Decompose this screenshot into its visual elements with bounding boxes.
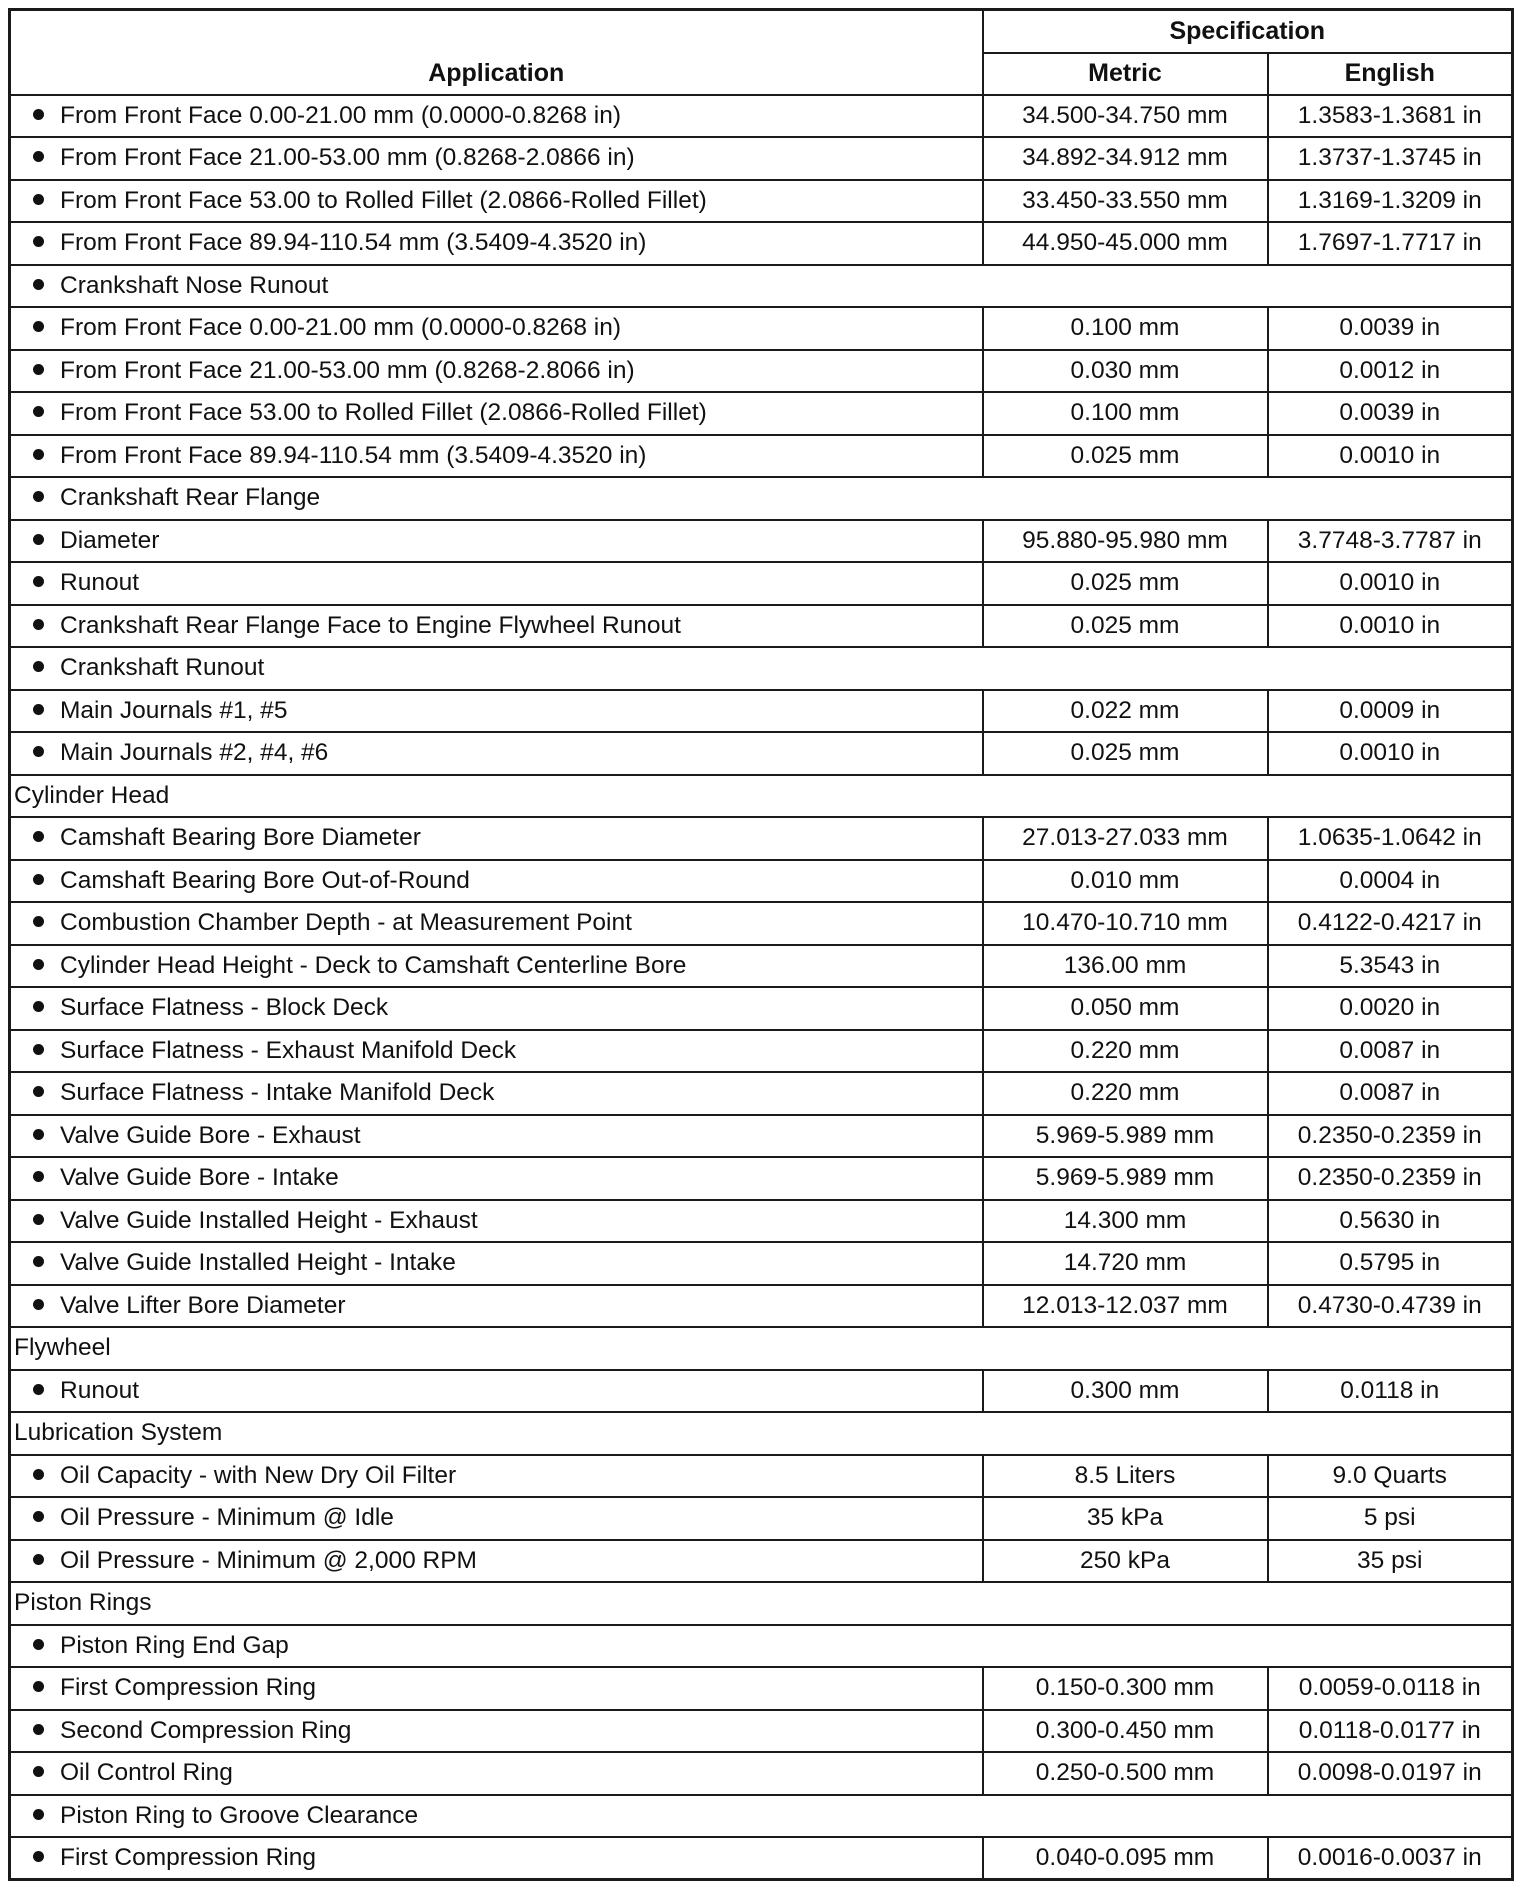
application-cell: Oil Control Ring	[10, 1752, 983, 1795]
english-cell: 0.0039 in	[1268, 307, 1513, 350]
metric-cell: 0.100 mm	[983, 392, 1268, 435]
english-cell: 0.4730-0.4739 in	[1268, 1285, 1513, 1328]
group-heading: Piston Ring to Groove Clearance	[10, 1795, 1513, 1838]
application-cell: Runout	[10, 562, 983, 605]
metric-cell: 33.450-33.550 mm	[983, 180, 1268, 223]
group-row	[10, 477, 1513, 520]
application-cell: Surface Flatness - Exhaust Manifold Deck	[10, 1030, 983, 1073]
section-row	[10, 1327, 1513, 1370]
application-cell: Valve Guide Installed Height - Exhaust	[10, 1200, 983, 1243]
table-row	[10, 95, 1513, 138]
application-cell: Oil Pressure - Minimum @ Idle	[10, 1497, 983, 1540]
metric-cell: 250 kPa	[983, 1540, 1268, 1583]
english-cell: 0.5795 in	[1268, 1242, 1513, 1285]
table-row	[10, 180, 1513, 223]
table-row	[10, 562, 1513, 605]
english-cell: 9.0 Quarts	[1268, 1455, 1513, 1498]
application-cell: From Front Face 89.94-110.54 mm (3.5409-4.3520 in)	[10, 222, 983, 265]
metric-cell: 136.00 mm	[983, 945, 1268, 988]
application-cell: First Compression Ring	[10, 1837, 983, 1880]
metric-cell: 14.300 mm	[983, 1200, 1268, 1243]
table-row	[10, 1285, 1513, 1328]
section-row	[10, 1582, 1513, 1625]
table-row	[10, 435, 1513, 478]
metric-cell: 0.025 mm	[983, 435, 1268, 478]
table-row	[10, 392, 1513, 435]
table-body	[10, 95, 1513, 1880]
application-cell: Combustion Chamber Depth - at Measurement Point	[10, 902, 983, 945]
application-cell: From Front Face 21.00-53.00 mm (0.8268-2.8066 in)	[10, 350, 983, 393]
metric-cell: 34.892-34.912 mm	[983, 137, 1268, 180]
english-cell: 0.0039 in	[1268, 392, 1513, 435]
metric-cell: 95.880-95.980 mm	[983, 520, 1268, 563]
group-row	[10, 647, 1513, 690]
application-cell: Crankshaft Rear Flange Face to Engine Flywheel Runout	[10, 605, 983, 648]
english-cell: 1.3737-1.3745 in	[1268, 137, 1513, 180]
english-cell: 0.0087 in	[1268, 1072, 1513, 1115]
metric-cell: 0.300-0.450 mm	[983, 1710, 1268, 1753]
metric-cell: 10.470-10.710 mm	[983, 902, 1268, 945]
section-heading: Cylinder Head	[10, 775, 1513, 818]
specification-table	[8, 8, 1514, 1881]
english-cell: 0.4122-0.4217 in	[1268, 902, 1513, 945]
metric-cell: 35 kPa	[983, 1497, 1268, 1540]
application-cell: Main Journals #1, #5	[10, 690, 983, 733]
application-cell: Valve Guide Installed Height - Intake	[10, 1242, 983, 1285]
application-cell: Cylinder Head Height - Deck to Camshaft Centerline Bore	[10, 945, 983, 988]
application-cell: First Compression Ring	[10, 1667, 983, 1710]
english-cell: 0.0010 in	[1268, 435, 1513, 478]
metric-header: Metric	[983, 53, 1268, 95]
metric-cell: 44.950-45.000 mm	[983, 222, 1268, 265]
table-row	[10, 902, 1513, 945]
table-row	[10, 1710, 1513, 1753]
metric-cell: 0.022 mm	[983, 690, 1268, 733]
english-cell: 1.3169-1.3209 in	[1268, 180, 1513, 223]
english-cell: 0.0010 in	[1268, 562, 1513, 605]
metric-cell: 0.220 mm	[983, 1030, 1268, 1073]
table-row	[10, 945, 1513, 988]
application-cell: Diameter	[10, 520, 983, 563]
table-row	[10, 1030, 1513, 1073]
metric-cell: 0.250-0.500 mm	[983, 1752, 1268, 1795]
english-cell: 0.0059-0.0118 in	[1268, 1667, 1513, 1710]
section-heading: Flywheel	[10, 1327, 1513, 1370]
application-cell: From Front Face 53.00 to Rolled Fillet (2.0866-Rolled Fillet)	[10, 180, 983, 223]
table-row	[10, 987, 1513, 1030]
english-cell: 0.0004 in	[1268, 860, 1513, 903]
english-cell: 0.2350-0.2359 in	[1268, 1157, 1513, 1200]
english-cell: 0.0010 in	[1268, 732, 1513, 775]
table-row	[10, 1667, 1513, 1710]
group-heading: Crankshaft Runout	[10, 647, 1513, 690]
metric-cell: 0.025 mm	[983, 605, 1268, 648]
section-row	[10, 775, 1513, 818]
group-heading: Piston Ring End Gap	[10, 1625, 1513, 1668]
specification-header: Specification	[983, 10, 1513, 53]
english-cell: 3.7748-3.7787 in	[1268, 520, 1513, 563]
metric-cell: 0.100 mm	[983, 307, 1268, 350]
metric-cell: 0.150-0.300 mm	[983, 1667, 1268, 1710]
table-row	[10, 307, 1513, 350]
table-row	[10, 817, 1513, 860]
english-cell: 0.0118-0.0177 in	[1268, 1710, 1513, 1753]
table-row	[10, 520, 1513, 563]
application-cell: Second Compression Ring	[10, 1710, 983, 1753]
english-cell: 1.3583-1.3681 in	[1268, 95, 1513, 138]
application-cell: Valve Guide Bore - Intake	[10, 1157, 983, 1200]
metric-cell: 12.013-12.037 mm	[983, 1285, 1268, 1328]
table-row	[10, 1540, 1513, 1583]
application-cell: Oil Pressure - Minimum @ 2,000 RPM	[10, 1540, 983, 1583]
table-row	[10, 1200, 1513, 1243]
metric-cell: 0.040-0.095 mm	[983, 1837, 1268, 1880]
application-cell: Valve Guide Bore - Exhaust	[10, 1115, 983, 1158]
table-row	[10, 860, 1513, 903]
english-cell: 0.0009 in	[1268, 690, 1513, 733]
metric-cell: 0.300 mm	[983, 1370, 1268, 1413]
application-cell: Camshaft Bearing Bore Diameter	[10, 817, 983, 860]
english-cell: 1.0635-1.0642 in	[1268, 817, 1513, 860]
metric-cell: 0.220 mm	[983, 1072, 1268, 1115]
group-row	[10, 1795, 1513, 1838]
application-cell: Oil Capacity - with New Dry Oil Filter	[10, 1455, 983, 1498]
application-cell: From Front Face 89.94-110.54 mm (3.5409-4.3520 in)	[10, 435, 983, 478]
metric-cell: 27.013-27.033 mm	[983, 817, 1268, 860]
table-row	[10, 1752, 1513, 1795]
application-cell: From Front Face 53.00 to Rolled Fillet (2.0866-Rolled Fillet)	[10, 392, 983, 435]
metric-cell: 0.050 mm	[983, 987, 1268, 1030]
metric-cell: 5.969-5.989 mm	[983, 1157, 1268, 1200]
english-cell: 0.2350-0.2359 in	[1268, 1115, 1513, 1158]
metric-cell: 0.025 mm	[983, 732, 1268, 775]
application-header: Application	[10, 10, 983, 95]
table-row	[10, 1497, 1513, 1540]
application-cell: Camshaft Bearing Bore Out-of-Round	[10, 860, 983, 903]
application-cell: From Front Face 0.00-21.00 mm (0.0000-0.8268 in)	[10, 307, 983, 350]
metric-cell: 5.969-5.989 mm	[983, 1115, 1268, 1158]
group-heading: Crankshaft Rear Flange	[10, 477, 1513, 520]
english-cell: 0.0020 in	[1268, 987, 1513, 1030]
section-heading: Lubrication System	[10, 1412, 1513, 1455]
english-cell: 0.0118 in	[1268, 1370, 1513, 1413]
application-cell: Main Journals #2, #4, #6	[10, 732, 983, 775]
metric-cell: 0.010 mm	[983, 860, 1268, 903]
table-row	[10, 1115, 1513, 1158]
application-cell: Surface Flatness - Intake Manifold Deck	[10, 1072, 983, 1115]
metric-cell: 8.5 Liters	[983, 1455, 1268, 1498]
group-row	[10, 265, 1513, 308]
application-cell: Valve Lifter Bore Diameter	[10, 1285, 983, 1328]
group-row	[10, 1625, 1513, 1668]
table-row	[10, 605, 1513, 648]
application-cell: From Front Face 21.00-53.00 mm (0.8268-2.0866 in)	[10, 137, 983, 180]
table-row	[10, 137, 1513, 180]
section-row	[10, 1412, 1513, 1455]
table-row	[10, 1837, 1513, 1880]
table-row	[10, 1072, 1513, 1115]
english-cell: 0.0012 in	[1268, 350, 1513, 393]
english-header: English	[1268, 53, 1513, 95]
english-cell: 5 psi	[1268, 1497, 1513, 1540]
application-cell: Runout	[10, 1370, 983, 1413]
english-cell: 35 psi	[1268, 1540, 1513, 1583]
metric-cell: 34.500-34.750 mm	[983, 95, 1268, 138]
table-row	[10, 1157, 1513, 1200]
application-cell: Surface Flatness - Block Deck	[10, 987, 983, 1030]
metric-cell: 0.030 mm	[983, 350, 1268, 393]
english-cell: 5.3543 in	[1268, 945, 1513, 988]
table-row	[10, 222, 1513, 265]
metric-cell: 14.720 mm	[983, 1242, 1268, 1285]
table-row	[10, 350, 1513, 393]
english-cell: 0.0010 in	[1268, 605, 1513, 648]
english-cell: 1.7697-1.7717 in	[1268, 222, 1513, 265]
table-row	[10, 1242, 1513, 1285]
table-row	[10, 732, 1513, 775]
english-cell: 0.5630 in	[1268, 1200, 1513, 1243]
group-heading: Crankshaft Nose Runout	[10, 265, 1513, 308]
metric-cell: 0.025 mm	[983, 562, 1268, 605]
table-row	[10, 1455, 1513, 1498]
application-cell: From Front Face 0.00-21.00 mm (0.0000-0.8268 in)	[10, 95, 983, 138]
table-row	[10, 690, 1513, 733]
header-row-top	[10, 10, 1513, 53]
section-heading: Piston Rings	[10, 1582, 1513, 1625]
table-row	[10, 1370, 1513, 1413]
english-cell: 0.0016-0.0037 in	[1268, 1837, 1513, 1880]
english-cell: 0.0087 in	[1268, 1030, 1513, 1073]
english-cell: 0.0098-0.0197 in	[1268, 1752, 1513, 1795]
